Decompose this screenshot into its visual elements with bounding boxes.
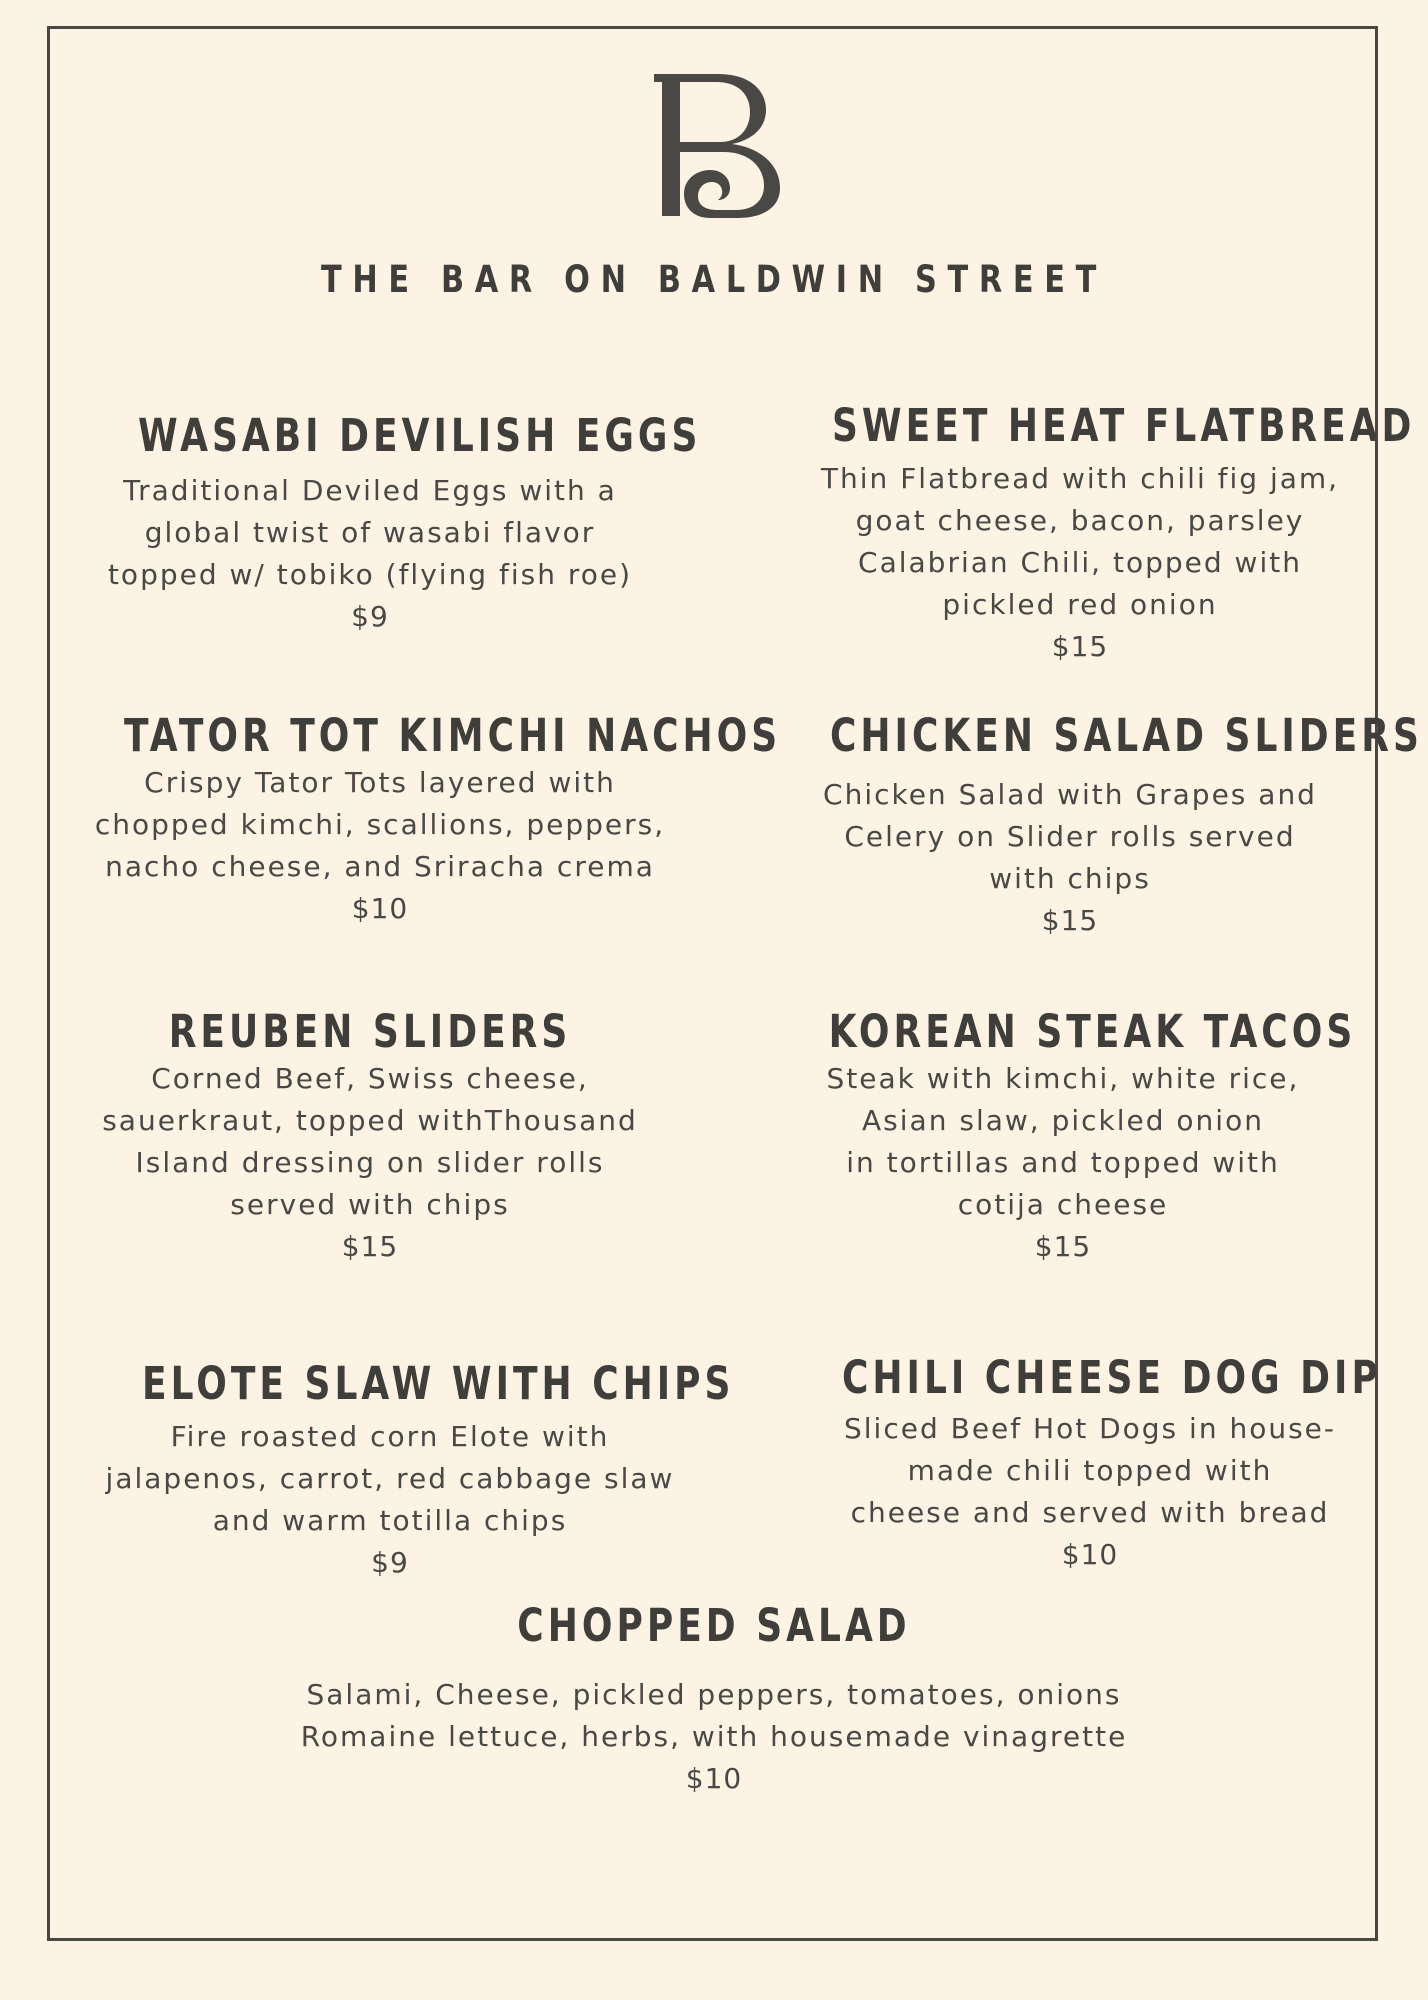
menu-item-title: CHOPPED SALAD bbox=[517, 1599, 911, 1652]
menu-item-description: Traditional Deviled Eggs with a global twist of wasabi flavor topped w/ tobiko (flying fish roe) bbox=[107, 474, 633, 591]
menu-item-title: TATOR TOT KIMCHI NACHOS bbox=[124, 709, 782, 762]
bab-monogram-logo-icon bbox=[640, 66, 790, 226]
menu-item-title: REUBEN SLIDERS bbox=[168, 1005, 572, 1058]
menu-item-price: $10 bbox=[351, 892, 409, 925]
menu-item-price: $9 bbox=[371, 1546, 409, 1579]
menu-item-price: $15 bbox=[341, 1230, 399, 1263]
menu-item-title: CHILI CHEESE DOG DIP bbox=[842, 1351, 1382, 1404]
menu-item-description: Salami, Cheese, pickled peppers, tomatoes, onions Romaine lettuce, herbs, with housemade vinagrette bbox=[300, 1678, 1128, 1753]
menu-item-chicken-salad-sliders bbox=[770, 709, 1423, 942]
menu-item-chili-cheese-dog-dip bbox=[780, 1352, 1400, 1576]
menu-item-chopped-salad bbox=[214, 1600, 1214, 1800]
menu-item-title: ELOTE SLAW WITH CHIPS bbox=[142, 1357, 735, 1410]
menu-item-description: Steak with kimchi, white rice, Asian slaw, pickled onion in tortillas and topped with cotija cheese bbox=[826, 1062, 1300, 1221]
menu-item-price: $10 bbox=[1061, 1538, 1119, 1571]
menu-item-tator-tot-kimchi-nachos bbox=[60, 709, 782, 930]
menu-item-description: Corned Beef, Swiss cheese, sauerkraut, topped withThousand Island dressing on slider rolls served with chips bbox=[102, 1062, 638, 1221]
menu-item-title: CHICKEN SALAD SLIDERS bbox=[830, 709, 1423, 762]
menu-item-sweet-heat-flatbread bbox=[770, 399, 1416, 668]
menu-item-description: Fire roasted corn Elote with jalapenos, carrot, red cabbage slaw and warm totilla chips bbox=[105, 1420, 675, 1537]
menu-item-description: Thin Flatbread with chili fig jam, goat cheese, bacon, parsley Calabrian Chili, topped with pickled red onion bbox=[820, 462, 1340, 621]
menu-item-title: SWEET HEAT FLATBREAD bbox=[832, 399, 1416, 452]
menu-item-price: $9 bbox=[351, 600, 389, 633]
menu-item-reuben-sliders bbox=[70, 1006, 670, 1268]
menu-item-price: $10 bbox=[685, 1762, 743, 1795]
menu-item-elote-slaw-with-chips bbox=[80, 1357, 735, 1584]
menu-item-description: Chicken Salad with Grapes and Celery on Slider rolls served with chips bbox=[823, 778, 1317, 895]
menu-item-price: $15 bbox=[1041, 904, 1099, 937]
restaurant-name: THE BAR ON BALDWIN STREET bbox=[320, 258, 1108, 301]
menu-item-price: $15 bbox=[1051, 630, 1109, 663]
menu-item-price: $15 bbox=[1034, 1230, 1092, 1263]
menu-item-title: KOREAN STEAK TACOS bbox=[828, 1005, 1357, 1058]
menu-item-korean-steak-tacos bbox=[770, 1006, 1356, 1268]
menu-item-title: WASABI DEVILISH EGGS bbox=[138, 409, 702, 462]
menu-item-description: Sliced Beef Hot Dogs in house- made chili topped with cheese and served with bread bbox=[843, 1412, 1337, 1529]
menu-item-description: Crispy Tator Tots layered with chopped kimchi, scallions, peppers, nacho cheese, and Sriracha crema bbox=[94, 766, 666, 883]
menu-item-wasabi-devilish-eggs bbox=[80, 409, 702, 638]
